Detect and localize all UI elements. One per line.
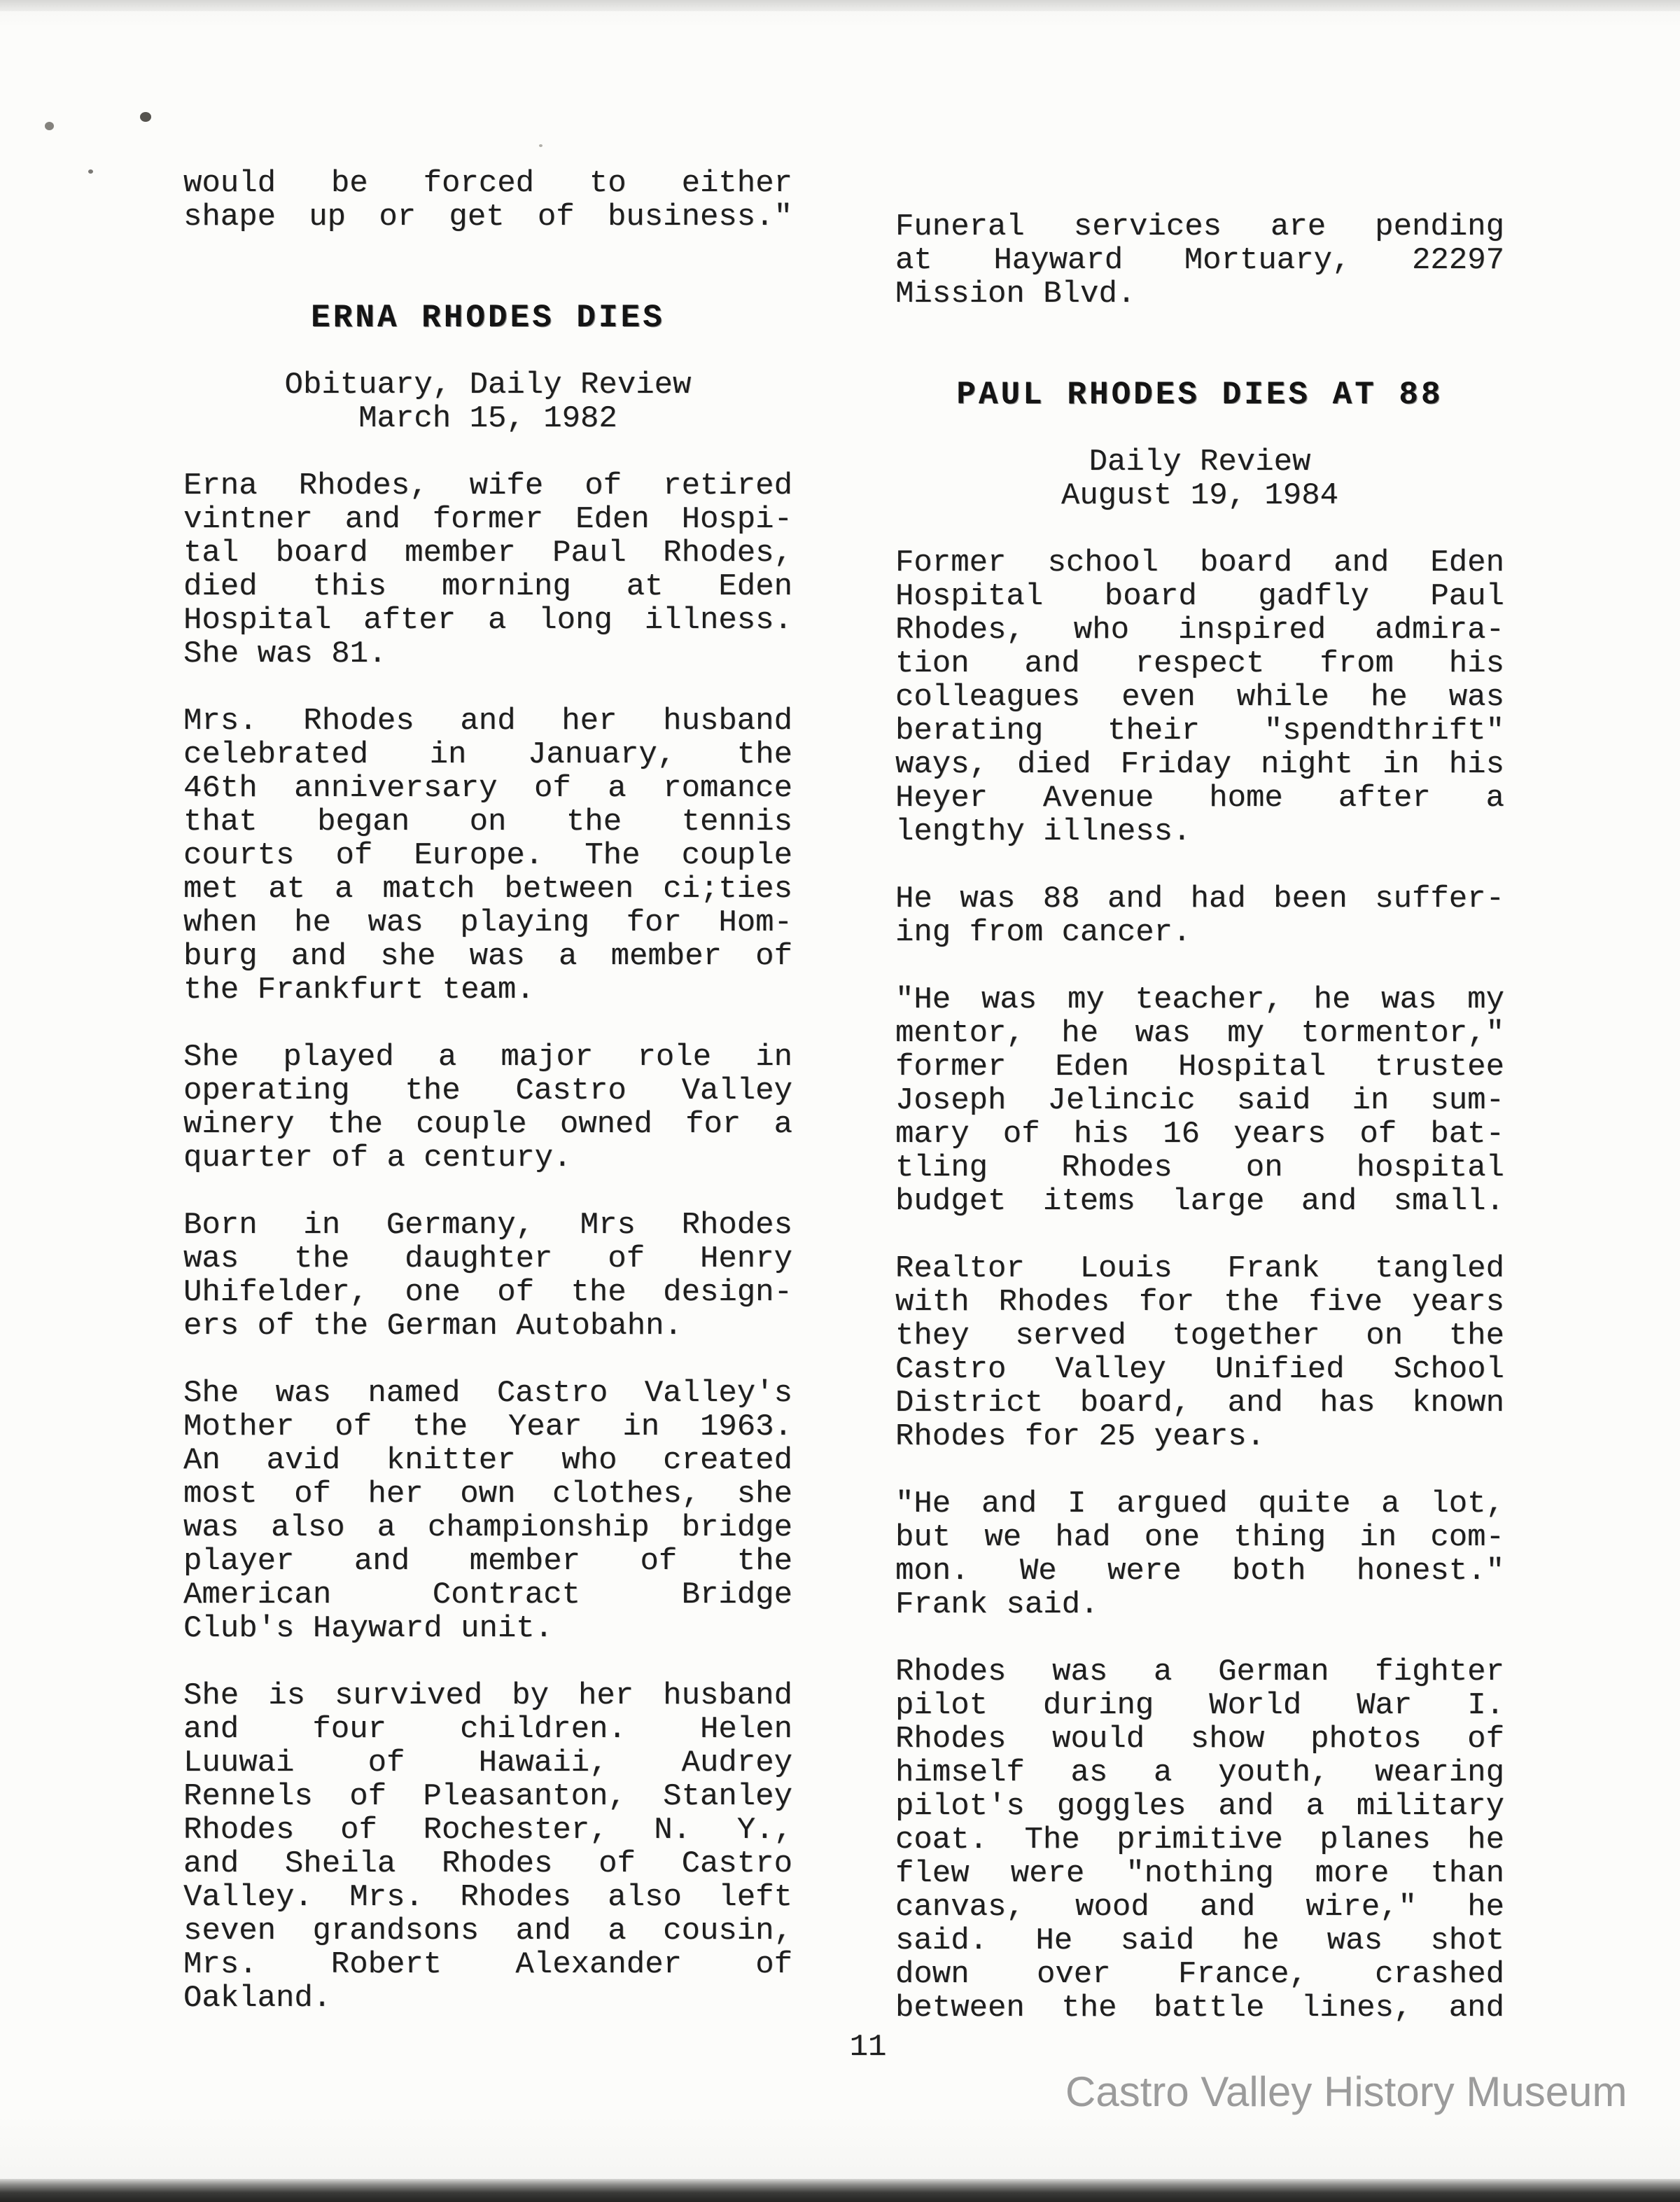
text-line: She was named Castro Valley's (183, 1376, 792, 1411)
text-line: between the battle lines, and (895, 1991, 1504, 2026)
text-line: tion and respect from his (895, 646, 1504, 681)
text-line: canvas, wood and wire," he (895, 1890, 1504, 1925)
text-line: was also a championship bridge (183, 1510, 792, 1545)
text-line: former Eden Hospital trustee (895, 1050, 1504, 1085)
text-line: himself as a youth, wearing (895, 1755, 1504, 1790)
text-line: 46th anniversary of a romance (183, 771, 792, 806)
text-line: courts of Europe. The couple (183, 838, 792, 873)
ink-speck (539, 144, 542, 147)
page-number: 11 (849, 2030, 887, 2065)
text-line: Valley. Mrs. Rhodes also left (183, 1880, 792, 1915)
text-line: winery the couple owned for a (183, 1107, 792, 1142)
text-line: seven grandsons and a cousin, (183, 1914, 792, 1949)
text-line: lengthy illness. (895, 814, 1191, 849)
paragraph (183, 1377, 792, 1645)
text-line: Mission Blvd. (895, 277, 1136, 312)
paragraph (183, 1040, 792, 1175)
text-line: An avid knitter who created (183, 1443, 792, 1478)
text-line: She played a major role in (183, 1040, 792, 1075)
text-line: Former school board and Eden (895, 545, 1504, 580)
text-line: Obituary, Daily Review (284, 368, 692, 403)
text-line: Mrs. Robert Alexander of (183, 1947, 792, 1982)
text-line: colleagues even while he was (895, 680, 1504, 715)
ink-speck (140, 112, 151, 122)
text-line: berating their "spendthrift" (895, 713, 1504, 748)
text-line: Rhodes, who inspired admira- (895, 613, 1504, 648)
text-line: Hospital after a long illness. (183, 603, 792, 638)
text-line: that began on the tennis (183, 804, 792, 839)
text-line: Rhodes was a German fighter (895, 1654, 1504, 1689)
text-line: down over France, crashed (895, 1957, 1504, 1992)
paragraph (895, 1252, 1504, 1454)
paragraph (895, 210, 1504, 311)
text-line: "He was my teacher, he was my (895, 982, 1504, 1017)
text-line: mary of his 16 years of bat- (895, 1117, 1504, 1152)
paragraph (183, 167, 792, 234)
text-line: budget items large and small. (895, 1184, 1504, 1219)
text-line: Rhodes of Rochester, N. Y., (183, 1813, 792, 1848)
ink-speck (45, 122, 54, 130)
text-line: coat. The primitive planes he (895, 1823, 1504, 1858)
text-line: mon. We were both honest." (895, 1554, 1504, 1589)
text-line: operating the Castro Valley (183, 1073, 792, 1108)
text-line: Daily Review (1088, 445, 1311, 480)
text-line: Oakland. (183, 1981, 332, 2016)
text-line: tling Rhodes on hospital (895, 1150, 1504, 1185)
text-line: met at a match between ci;ties (183, 872, 792, 907)
text-line: quarter of a century. (183, 1141, 572, 1176)
article-heading (895, 378, 1504, 412)
text-line: most of her own clothes, she (183, 1477, 792, 1512)
article-byline (895, 445, 1504, 513)
text-line: tal board member Paul Rhodes, (183, 536, 792, 571)
article-byline (183, 368, 792, 435)
text-line: would be forced to either (183, 166, 792, 201)
text-line: He was 88 and had been suffer- (895, 882, 1504, 917)
text-line: American Contract Bridge (183, 1577, 792, 1612)
text-line: She is survived by her husband (183, 1678, 792, 1713)
text-line: ways, died Friday night in his (895, 747, 1504, 782)
text-line: when he was playing for Hom- (183, 905, 792, 940)
scan-edge-bottom (0, 2179, 1680, 2202)
text-line: and four children. Helen (183, 1712, 792, 1747)
text-line: player and member of the (183, 1544, 792, 1579)
text-line: March 15, 1982 (358, 401, 617, 436)
ink-speck (88, 169, 93, 174)
text-line: flew were "nothing more than (895, 1856, 1504, 1891)
text-line: Erna Rhodes, wife of retired (183, 468, 792, 503)
text-line: ERNA RHODES DIES (311, 300, 665, 336)
watermark: Castro Valley History Museum (1065, 2068, 1628, 2115)
paragraph (895, 1655, 1504, 2025)
text-line: died this morning at Eden (183, 569, 792, 604)
text-line: Rhodes for 25 years. (895, 1419, 1266, 1454)
paragraph (183, 469, 792, 671)
paragraph (895, 1487, 1504, 1622)
text-line: said. He said he was shot (895, 1923, 1504, 1958)
text-line: Hospital board gadfly Paul (895, 579, 1504, 614)
text-line: Frank said. (895, 1587, 1099, 1622)
text-line: Rennels of Pleasanton, Stanley (183, 1779, 792, 1814)
right-column (895, 210, 1504, 2025)
text-line: with Rhodes for the five years (895, 1285, 1504, 1320)
paragraph (183, 1208, 792, 1343)
text-line: Realtor Louis Frank tangled (895, 1251, 1504, 1286)
text-line: was the daughter of Henry (183, 1241, 792, 1276)
text-line: Rhodes would show photos of (895, 1722, 1504, 1757)
text-line: shape up or get of business." (183, 200, 792, 235)
text-line: Born in Germany, Mrs Rhodes (183, 1208, 792, 1243)
text-line: Mrs. Rhodes and her husband (183, 704, 792, 739)
text-line: ers of the German Autobahn. (183, 1309, 682, 1344)
text-line: PAUL RHODES DIES AT 88 (956, 377, 1443, 413)
text-line: mentor, he was my tormentor," (895, 1016, 1504, 1051)
text-line: Joseph Jelincic said in sum- (895, 1083, 1504, 1118)
text-line: She was 81. (183, 636, 387, 671)
text-line: vintner and former Eden Hospi- (183, 502, 792, 537)
text-line: ing from cancer. (895, 915, 1191, 950)
article-heading (183, 301, 792, 335)
paragraph (895, 546, 1504, 849)
text-line: Castro Valley Unified School (895, 1352, 1504, 1387)
text-line: Uhifelder, one of the design- (183, 1275, 792, 1310)
text-line: Funeral services are pending (895, 209, 1504, 244)
paragraph (183, 1679, 792, 2015)
text-line: District board, and has known (895, 1386, 1504, 1421)
text-line: pilot during World War I. (895, 1688, 1504, 1723)
text-line: they served together on the (895, 1318, 1504, 1353)
text-line: the Frankfurt team. (183, 973, 535, 1008)
text-line: pilot's goggles and a military (895, 1789, 1504, 1824)
text-line: but we had one thing in com- (895, 1520, 1504, 1555)
text-line: Heyer Avenue home after a (895, 781, 1504, 816)
paragraph (895, 882, 1504, 949)
text-line: at Hayward Mortuary, 22297 (895, 243, 1504, 278)
text-line: August 19, 1984 (1060, 478, 1339, 513)
text-line: and Sheila Rhodes of Castro (183, 1846, 792, 1881)
text-line: "He and I argued quite a lot, (895, 1486, 1504, 1521)
text-line: Mother of the Year in 1963. (183, 1409, 792, 1444)
text-line: Luuwai of Hawaii, Audrey (183, 1745, 792, 1781)
text-line: burg and she was a member of (183, 939, 792, 974)
text-line: celebrated in January, the (183, 737, 792, 772)
left-column (183, 167, 792, 2015)
scan-edge-top (0, 0, 1680, 11)
text-line: Club's Hayward unit. (183, 1611, 554, 1646)
paragraph (183, 704, 792, 1007)
paragraph (895, 983, 1504, 1218)
